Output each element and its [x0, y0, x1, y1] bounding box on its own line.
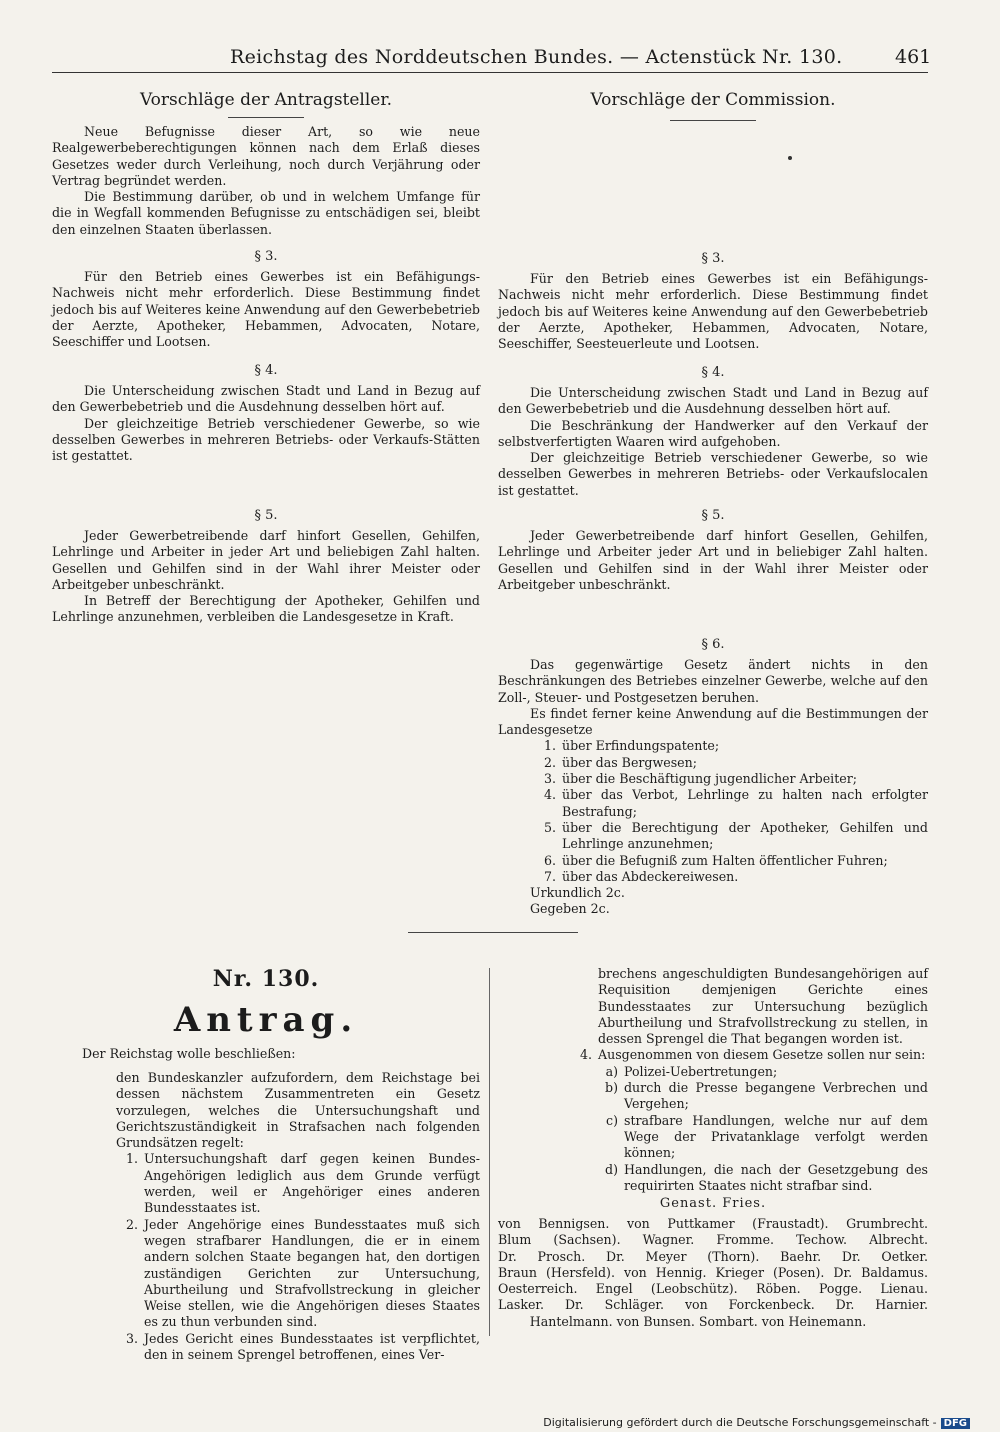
signers-line: von Bennigsen. von Puttkamer (Fraustadt). Grumbrecht.: [498, 1216, 928, 1231]
primary-signers: Genast. Fries.: [659, 1196, 767, 1211]
right-section-6-text: [498, 657, 928, 918]
left-section-3-para: Für den Betrieb eines Gewerbes ist ein Befähigungs-Nachweis nicht mehr erforderlich. Diese Bestimmung findet jedoch bis auf Weiteres keine Anwendung auf den Gewerbebetrieb der Aerzte, Apotheker, Hebammen, Advocaten, Notare, Seeschiffer und Lootsen.: [52, 269, 480, 350]
running-header-title: Reichstag des Norddeutschen Bundes. — Actenstück Nr. 130.: [230, 46, 843, 68]
list-item: 1. über Erfindungspatente;: [543, 738, 720, 754]
right-section-6-para-1: Das gegenwärtige Gesetz ändert nichts in den Beschränkungen des Betriebes einzelner Gewerbe, welche auf den Zoll-, Steuer- und Postgesetzen beruhen.: [498, 657, 928, 705]
antrag-intro: Der Reichstag wolle beschließen:: [82, 1046, 296, 1061]
left-section-3-text: [52, 269, 480, 350]
list-item: b) durch die Presse begangene Verbrechen und Vergehen;: [605, 1080, 928, 1112]
signers-block: [498, 1216, 928, 1330]
signers-line: Lasker. Dr. Schläger. von Forckenbeck. Dr. Harnier.: [498, 1297, 928, 1313]
right-section-4-para-2: Die Beschränkung der Handwerker auf den Verkauf der selbstverfertigten Waaren wird aufgehoben.: [498, 417, 928, 449]
left-section-4-heading: § 4.: [254, 363, 278, 378]
right-section-5-text: [498, 528, 928, 593]
footer-text: Digitalisierung gefördert durch die Deutsche Forschungsgemeinschaft -: [543, 1416, 937, 1429]
column-separator: [489, 968, 490, 1336]
left-intro: [52, 124, 480, 238]
antrag-request-para: den Bundeskanzler aufzufordern, dem Reichstage bei dessen nächstem Zusammentreten ein Gesetz vorzulegen, welches die Untersuchungshaft und Gerichtszuständigkeit in Strafsachen nach folgenden Grundsätzen regelt:: [116, 1070, 480, 1151]
left-section-3-heading: § 3.: [254, 249, 278, 264]
ink-mark: [788, 156, 792, 160]
antrag-items: [116, 1151, 480, 1363]
signers-line: Dr. Prosch. Dr. Meyer (Thorn). Baehr. Dr. Oetker.: [498, 1248, 928, 1264]
closing-urkundlich: Urkundlich 2c.: [530, 885, 625, 901]
signers-line: Hantelmann. von Bunsen. Sombart. von Heinemann.: [529, 1313, 867, 1329]
list-item: 6. über die Befugniß zum Halten öffentlicher Fuhren;: [543, 852, 888, 868]
digitization-footer: [543, 1416, 970, 1429]
right-section-4-para-1: Die Unterscheidung zwischen Stadt und Land in Bezug auf den Gewerbebetrieb und die Ausdehnung desselben hört auf.: [498, 385, 928, 417]
section-divider: [408, 932, 578, 933]
left-heading-rule: [228, 117, 304, 118]
list-item: 2. über das Bergwesen;: [543, 754, 697, 770]
item-4-sublist: [578, 1064, 928, 1194]
left-intro-para-1: Neue Befugnisse dieser Art, so wie neue Realgewerbeberechtigungen können nach dem Erlaß dieses Gesetzes weder durch Verleihung, noch durch Verjährung oder Vertrag begründet werden.: [52, 124, 480, 188]
item-3-continuation: brechens angeschuldigten Bundesangehörigen auf Requisition demjenigen Gerichte eines Bundesstaates zur Untersuchung bezüglich Aburtheilung und Strafvollstreckung zu stellen, in dessen Sprengel die That begangen worden ist.: [598, 966, 928, 1047]
right-section-4-text: [498, 385, 928, 499]
antrag-request: [116, 1070, 480, 1363]
list-item: 4. Ausgenommen von diesem Gesetze sollen nur sein:: [579, 1047, 926, 1063]
list-item: 1. Untersuchungshaft darf gegen keinen Bundes-Angehörigen lediglich aus dem Grunde verfügt werden, weil er Angehöriger eines anderen Bundesstaates ist.: [125, 1151, 480, 1216]
signers-line: Braun (Hersfeld). von Hennig. Krieger (Posen). Dr. Baldamus.: [498, 1264, 928, 1280]
right-section-3-para: Für den Betrieb eines Gewerbes ist ein Befähigungs-Nachweis nicht mehr erforderlich. Diese Bestimmung findet jedoch bis auf Weiteres keine Anwendung auf den Gewerbebetrieb der Aerzte, Apotheker, Hebammen, Advocaten, Notare, Seeschiffer, Seesteuerleute und Lootsen.: [498, 271, 928, 352]
right-section-3-heading: § 3.: [701, 251, 725, 266]
antrag-right-continuation: [578, 966, 928, 1194]
right-section-6-heading: § 6.: [701, 637, 725, 652]
left-section-5-heading: § 5.: [254, 508, 278, 523]
right-section-5-para: Jeder Gewerbetreibende darf hinfort Gesellen, Gehilfen, Lehrlinge und Arbeiter jeder Art und in beliebiger Zahl halten. Gesellen und Gehilfen sind in der Wahl ihrer Meister oder Arbeitgeber unbeschränkt.: [498, 528, 928, 592]
right-section-3-text: [498, 271, 928, 352]
list-item: 7. über das Abdeckereiwesen.: [543, 868, 739, 884]
header-rule: [52, 72, 928, 73]
list-item: d) Handlungen, die nach der Gesetzgebung des requirirten Staates nicht strafbar sind.: [605, 1161, 928, 1193]
document-title: Antrag.: [173, 1000, 359, 1040]
left-section-5-para-2: In Betreff der Berechtigung der Apotheker, Gehilfen und Lehrlinge anzunehmen, verbleiben die Landesgesetze in Kraft.: [52, 593, 480, 625]
closing-gegeben: Gegeben 2c.: [530, 901, 610, 917]
signers-line: Oesterreich. Engel (Leobschütz). Röben. Pogge. Lienau.: [498, 1281, 928, 1297]
page-number: 461: [895, 46, 932, 68]
right-section-6-list: [498, 738, 928, 885]
left-section-4-para-1: Die Unterscheidung zwischen Stadt und Land in Bezug auf den Gewerbebetrieb und die Ausdehnung desselben hört auf.: [52, 383, 480, 415]
document-number: Nr. 130.: [212, 966, 320, 992]
right-section-4-heading: § 4.: [701, 365, 725, 380]
list-item: 3. über die Beschäftigung jugendlicher Arbeiter;: [543, 771, 857, 787]
list-item: a) Polizei-Uebertretungen;: [605, 1063, 778, 1079]
list-item: 3. Jedes Gericht eines Bundesstaates ist verpflichtet, den in seinem Sprengel betroffenen, eines Ver-: [125, 1330, 480, 1363]
left-section-4-para-2: Der gleichzeitige Betrieb verschiedener Gewerbe, so wie desselben Gewerbes in mehreren Betriebs- oder Verkaufs-Stätten ist gestattet.: [52, 415, 480, 464]
list-item: 2. Jeder Angehörige eines Bundesstaates muß sich wegen strafbarer Handlungen, die er in einem andern solchen Staate begangen hat, den dortigen zuständigen Gerichten zur Untersuchung, Aburtheilung und Strafvollstreckung in gleicher Weise stellen, wie die Angehörigen dieses Staates es zu thun verbunden sind.: [125, 1216, 480, 1330]
left-section-5-text: [52, 528, 480, 626]
left-section-4-text: [52, 383, 480, 464]
list-item: c) strafbare Handlungen, welche nur auf dem Wege der Privatanklage verfolgt werden können;: [606, 1112, 928, 1161]
list-item: 4. über das Verbot, Lehrlinge zu halten nach erfolgter Bestrafung;: [543, 787, 928, 819]
left-section-5-para-1: Jeder Gewerbetreibende darf hinfort Gesellen, Gehilfen, Lehrlinge und Arbeiter in jeder Art und beliebigen Zahl halten. Gesellen und Gehilfen sind in der Wahl ihrer Meister oder Arbeitgeber unbeschränkt.: [52, 528, 480, 592]
right-section-4-para-3: Der gleichzeitige Betrieb verschiedener Gewerbe, so wie desselben Gewerbes in mehreren Betriebs- oder Verkaufslocalen ist gestattet.: [498, 450, 928, 498]
right-section-6-para-2: Es findet ferner keine Anwendung auf die Bestimmungen der Landesgesetze: [498, 705, 928, 738]
right-heading-rule: [670, 120, 756, 121]
left-column-heading: Vorschläge der Antragsteller.: [139, 90, 393, 110]
signers-line: Blum (Sachsen). Wagner. Fromme. Techow. Albrecht.: [498, 1232, 928, 1248]
list-item: 5. über die Berechtigung der Apotheker, Gehilfen und Lehrlinge anzunehmen;: [543, 819, 928, 852]
right-section-5-heading: § 5.: [701, 508, 725, 523]
left-intro-para-2: Die Bestimmung darüber, ob und in welchem Umfange für die in Wegfall kommenden Befugnisse zu entschädigen sei, bleibt den einzelnen Staaten überlassen.: [52, 189, 480, 237]
dfg-logo: DFG: [941, 1418, 970, 1429]
right-column-heading: Vorschläge der Commission.: [590, 90, 836, 110]
